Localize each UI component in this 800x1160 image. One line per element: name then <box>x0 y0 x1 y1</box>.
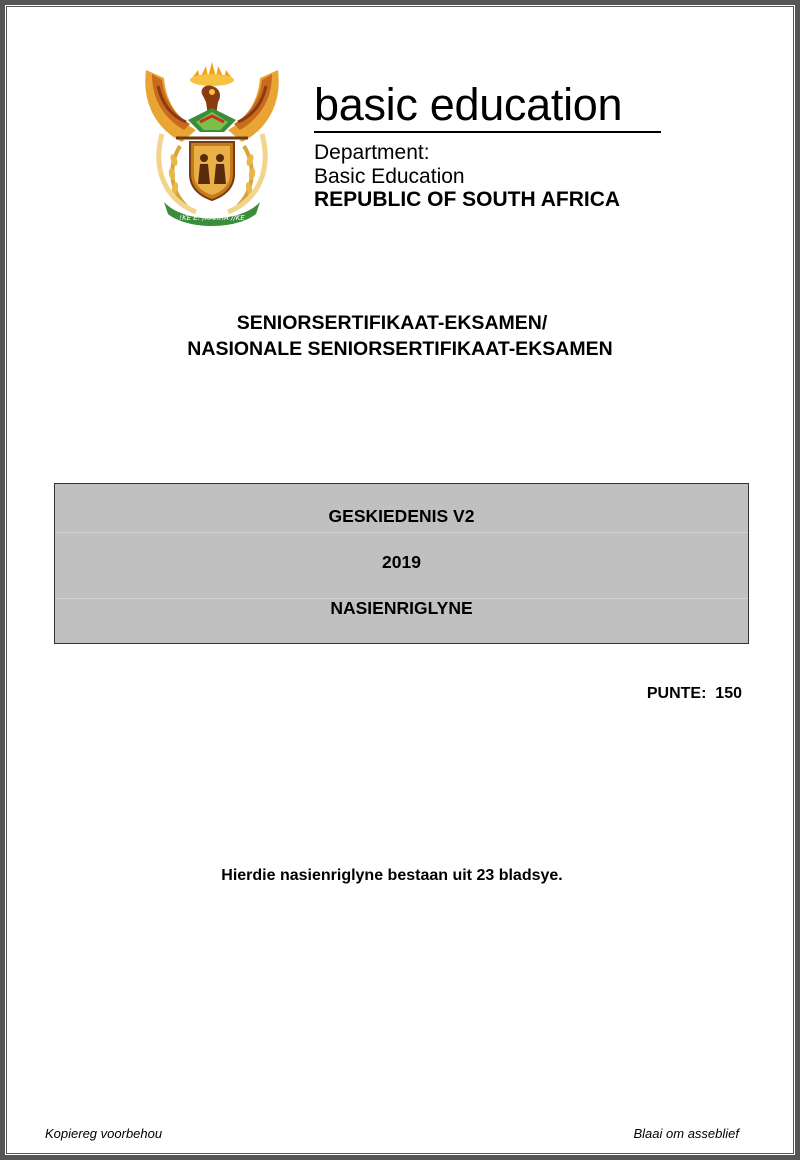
exam-title <box>0 310 800 362</box>
exam-title-line-1: SENIORSERTIFIKAAT-EKSAMEN/ <box>236 312 548 334</box>
page-count-text: Hierdie nasienriglyne bestaan uit 23 bladsye. <box>221 867 563 884</box>
department-name: Basic Education <box>314 165 465 188</box>
turn-over-footer: Blaai om asseblief <box>633 1126 739 1141</box>
rising-sun-icon <box>190 62 234 86</box>
coat-of-arms-icon <box>140 50 284 228</box>
department-branding <box>314 79 664 211</box>
brand-divider <box>314 131 661 133</box>
crest-motto: !KE E: /XARRA //KE <box>179 214 245 222</box>
exam-year: 2019 <box>382 552 421 572</box>
subject-name: GESKIEDENIS V2 <box>328 506 475 526</box>
exam-title-line-2: NASIONALE SENIORSERTIFIKAAT-EKSAMEN <box>187 338 613 360</box>
document-type: NASIENRIGLYNE <box>330 598 473 618</box>
total-marks: PUNTE: 150 <box>646 685 742 702</box>
box-band <box>55 532 748 533</box>
department-label: Department: <box>314 141 430 164</box>
brand-name: basic education <box>314 79 623 130</box>
country-name: REPUBLIC OF SOUTH AFRICA <box>314 188 621 211</box>
copyright-footer: Kopiereg voorbehou <box>45 1126 163 1141</box>
page-count-note <box>0 867 800 885</box>
subject-box <box>54 483 749 644</box>
